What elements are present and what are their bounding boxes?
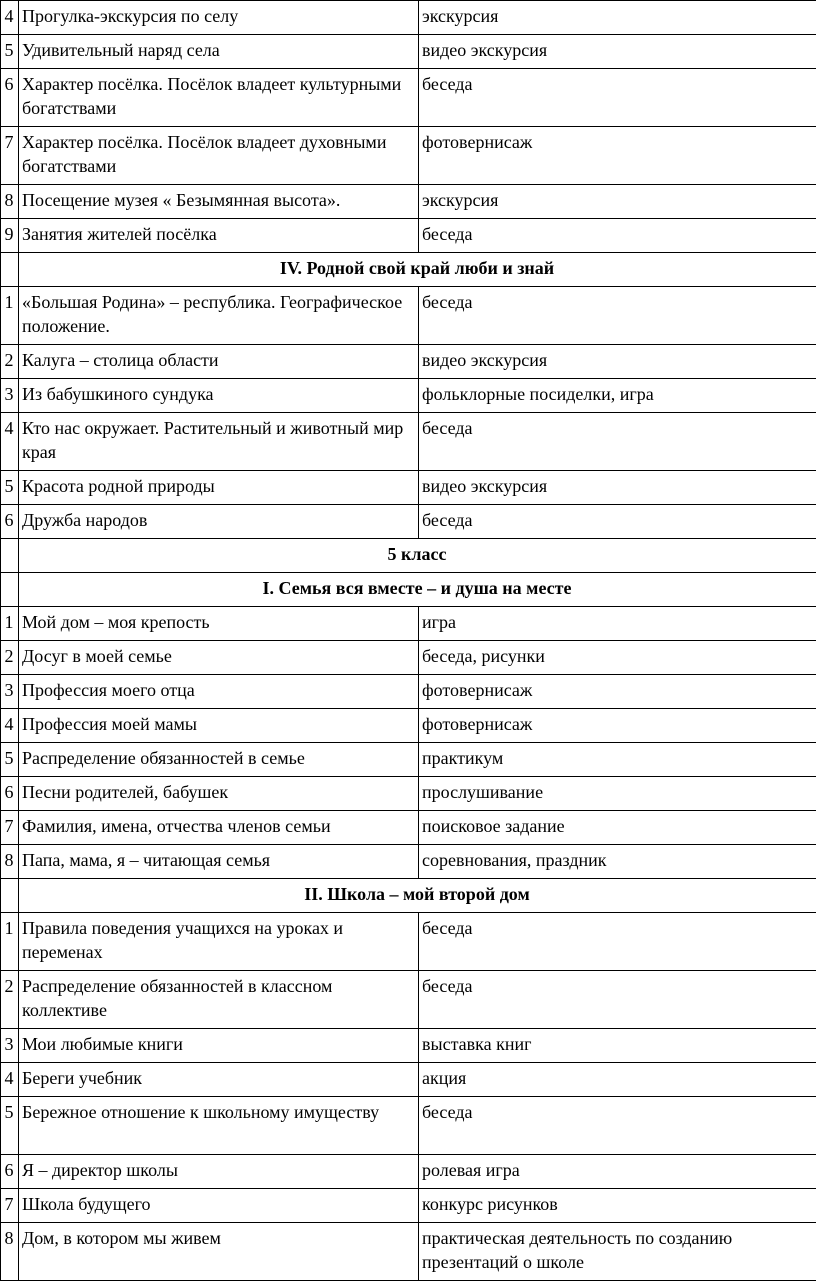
form-cell: видео экскурсия bbox=[419, 345, 816, 379]
table-row bbox=[1, 345, 816, 379]
topic-cell: Удивительный наряд села bbox=[19, 35, 419, 69]
form-cell: беседа bbox=[419, 69, 816, 127]
form-cell: беседа, рисунки bbox=[419, 641, 816, 675]
row-number: 6 bbox=[1, 777, 19, 811]
heading-number-cell bbox=[1, 539, 19, 573]
row-number: 2 bbox=[1, 345, 19, 379]
row-number: 8 bbox=[1, 1223, 19, 1281]
row-number: 5 bbox=[1, 35, 19, 69]
form-cell: беседа bbox=[419, 1097, 816, 1155]
row-number: 9 bbox=[1, 219, 19, 253]
form-cell: видео экскурсия bbox=[419, 35, 816, 69]
form-cell: акция bbox=[419, 1063, 816, 1097]
form-cell: практическая деятельность по созданию презентаций о школе bbox=[419, 1223, 816, 1281]
row-number: 3 bbox=[1, 379, 19, 413]
form-cell: беседа bbox=[419, 413, 816, 471]
section-heading: IV. Родной свой край люби и знай bbox=[19, 253, 816, 287]
form-cell: беседа bbox=[419, 971, 816, 1029]
table-body bbox=[1, 1, 816, 1281]
table-row bbox=[1, 35, 816, 69]
row-number: 4 bbox=[1, 413, 19, 471]
topic-cell: Песни родителей, бабушек bbox=[19, 777, 419, 811]
table-row bbox=[1, 971, 816, 1029]
topic-cell: Я – директор школы bbox=[19, 1155, 419, 1189]
table-row bbox=[1, 127, 816, 185]
form-cell: конкурс рисунков bbox=[419, 1189, 816, 1223]
table-row bbox=[1, 607, 816, 641]
table-row bbox=[1, 811, 816, 845]
topic-cell: Досуг в моей семье bbox=[19, 641, 419, 675]
heading-number-cell bbox=[1, 573, 19, 607]
section-heading: 5 класс bbox=[19, 539, 816, 573]
topic-cell: Правила поведения учащихся на уроках и переменах bbox=[19, 913, 419, 971]
form-cell: фотовернисаж bbox=[419, 675, 816, 709]
topic-cell: Береги учебник bbox=[19, 1063, 419, 1097]
table-row bbox=[1, 69, 816, 127]
topic-cell: Дружба народов bbox=[19, 505, 419, 539]
form-cell: практикум bbox=[419, 743, 816, 777]
form-cell: выставка книг bbox=[419, 1029, 816, 1063]
table-row bbox=[1, 777, 816, 811]
table-row bbox=[1, 709, 816, 743]
row-number: 7 bbox=[1, 811, 19, 845]
section-heading-row bbox=[1, 573, 816, 607]
topic-cell: Распределение обязанностей в семье bbox=[19, 743, 419, 777]
table-row bbox=[1, 471, 816, 505]
table-row bbox=[1, 1155, 816, 1189]
row-number: 3 bbox=[1, 1029, 19, 1063]
form-cell: фотовернисаж bbox=[419, 709, 816, 743]
topic-cell: Профессия моего отца bbox=[19, 675, 419, 709]
form-cell: игра bbox=[419, 607, 816, 641]
topic-cell: Занятия жителей посёлка bbox=[19, 219, 419, 253]
topic-cell: Мои любимые книги bbox=[19, 1029, 419, 1063]
form-cell: беседа bbox=[419, 287, 816, 345]
row-number: 8 bbox=[1, 185, 19, 219]
row-number: 1 bbox=[1, 287, 19, 345]
topic-cell: Кто нас окружает. Растительный и животный мир края bbox=[19, 413, 419, 471]
row-number: 1 bbox=[1, 913, 19, 971]
heading-number-cell bbox=[1, 253, 19, 287]
table-row bbox=[1, 641, 816, 675]
topic-cell: Папа, мама, я – читающая семья bbox=[19, 845, 419, 879]
form-cell: беседа bbox=[419, 505, 816, 539]
form-cell: фотовернисаж bbox=[419, 127, 816, 185]
row-number: 5 bbox=[1, 743, 19, 777]
form-cell: поисковое задание bbox=[419, 811, 816, 845]
form-cell: беседа bbox=[419, 913, 816, 971]
row-number: 8 bbox=[1, 845, 19, 879]
table-row bbox=[1, 1097, 816, 1155]
table-row bbox=[1, 913, 816, 971]
row-number: 6 bbox=[1, 1155, 19, 1189]
table-row bbox=[1, 1189, 816, 1223]
form-cell: прослушивание bbox=[419, 777, 816, 811]
table-row bbox=[1, 379, 816, 413]
topic-cell: «Большая Родина» – республика. Географическое положение. bbox=[19, 287, 419, 345]
row-number: 6 bbox=[1, 505, 19, 539]
section-heading-row bbox=[1, 879, 816, 913]
topic-cell: Профессия моей мамы bbox=[19, 709, 419, 743]
row-number: 2 bbox=[1, 641, 19, 675]
table-row bbox=[1, 219, 816, 253]
section-heading-row bbox=[1, 253, 816, 287]
topic-cell: Из бабушкиного сундука bbox=[19, 379, 419, 413]
row-number: 4 bbox=[1, 1, 19, 35]
row-number: 2 bbox=[1, 971, 19, 1029]
topic-cell: Бережное отношение к школьному имуществу bbox=[19, 1097, 419, 1155]
form-cell: фольклорные посиделки, игра bbox=[419, 379, 816, 413]
form-cell: соревнования, праздник bbox=[419, 845, 816, 879]
row-number: 6 bbox=[1, 69, 19, 127]
table-row bbox=[1, 1063, 816, 1097]
topic-cell: Характер посёлка. Посёлок владеет духовными богатствами bbox=[19, 127, 419, 185]
topic-cell: Прогулка-экскурсия по селу bbox=[19, 1, 419, 35]
form-cell: ролевая игра bbox=[419, 1155, 816, 1189]
form-cell: экскурсия bbox=[419, 1, 816, 35]
table-row bbox=[1, 675, 816, 709]
topic-cell: Школа будущего bbox=[19, 1189, 419, 1223]
row-number: 3 bbox=[1, 675, 19, 709]
table-row bbox=[1, 1029, 816, 1063]
table-row bbox=[1, 743, 816, 777]
table-row bbox=[1, 1223, 816, 1281]
topic-cell: Характер посёлка. Посёлок владеет культурными богатствами bbox=[19, 69, 419, 127]
table-row bbox=[1, 413, 816, 471]
row-number: 1 bbox=[1, 607, 19, 641]
row-number: 5 bbox=[1, 471, 19, 505]
form-cell: экскурсия bbox=[419, 185, 816, 219]
row-number: 4 bbox=[1, 1063, 19, 1097]
table-row bbox=[1, 287, 816, 345]
row-number: 7 bbox=[1, 1189, 19, 1223]
row-number: 5 bbox=[1, 1097, 19, 1155]
row-number: 4 bbox=[1, 709, 19, 743]
row-number: 7 bbox=[1, 127, 19, 185]
topic-cell: Калуга – столица области bbox=[19, 345, 419, 379]
topic-cell: Фамилия, имена, отчества членов семьи bbox=[19, 811, 419, 845]
heading-number-cell bbox=[1, 879, 19, 913]
form-cell: видео экскурсия bbox=[419, 471, 816, 505]
section-heading: II. Школа – мой второй дом bbox=[19, 879, 816, 913]
topic-cell: Распределение обязанностей в классном коллективе bbox=[19, 971, 419, 1029]
topic-cell: Посещение музея « Безымянная высота». bbox=[19, 185, 419, 219]
topic-cell: Мой дом – моя крепость bbox=[19, 607, 419, 641]
topic-cell: Красота родной природы bbox=[19, 471, 419, 505]
table-row bbox=[1, 1, 816, 35]
topic-cell: Дом, в котором мы живем bbox=[19, 1223, 419, 1281]
section-heading: I. Семья вся вместе – и душа на месте bbox=[19, 573, 816, 607]
form-cell: беседа bbox=[419, 219, 816, 253]
table-row bbox=[1, 185, 816, 219]
table-row bbox=[1, 845, 816, 879]
section-heading-row bbox=[1, 539, 816, 573]
table-row bbox=[1, 505, 816, 539]
